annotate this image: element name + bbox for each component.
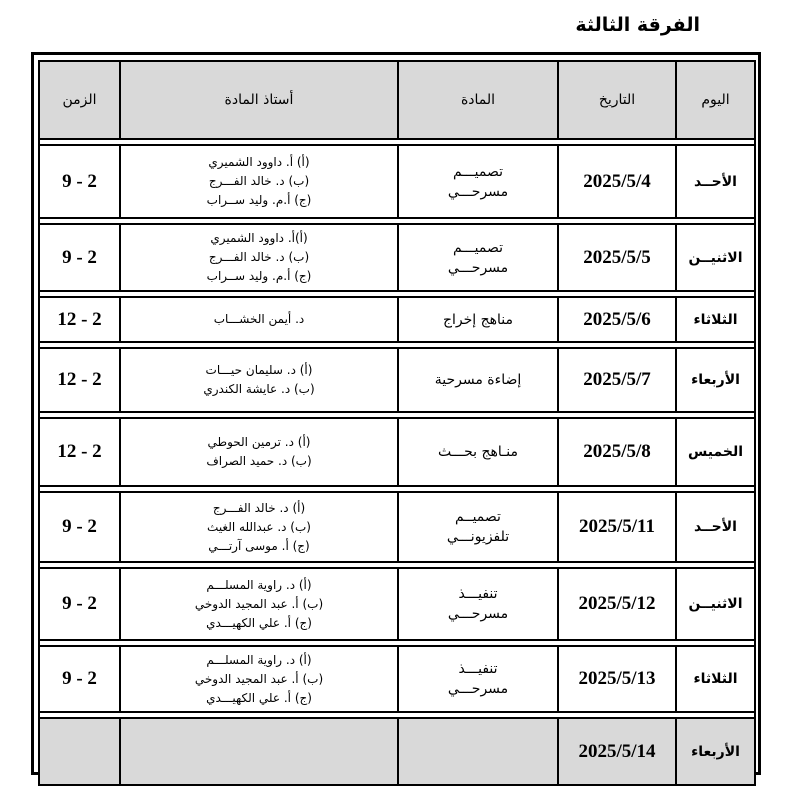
subject-line: منـاهج بحـــث — [438, 444, 518, 460]
subject-line: تلفزيونـــي — [446, 529, 510, 545]
instructor-cell — [120, 224, 398, 291]
time-cell: 12 - 2 — [39, 297, 120, 342]
subject-cell — [398, 418, 558, 486]
date-cell: 2025/5/11 — [558, 492, 676, 562]
instructor-line: (ج) أ. علي الكهيـــدي — [206, 690, 312, 705]
instructor-line: (ج) أ.م. وليد ســراب — [206, 269, 312, 283]
instructor-cell — [120, 145, 398, 218]
day-cell: الأحــد — [676, 492, 755, 562]
table-row — [39, 718, 755, 785]
instructor-line: (ب) د. خالد الفـــرج — [208, 174, 310, 188]
day-cell: الثلاثاء — [676, 646, 755, 712]
table-row — [39, 145, 755, 218]
time-cell: 12 - 2 — [39, 418, 120, 486]
day-cell: الأربعاء — [676, 718, 755, 785]
table-row — [39, 224, 755, 291]
instructor-line: (أ) أ. داوود الشميري — [208, 155, 310, 169]
date-cell: 2025/5/6 — [558, 297, 676, 342]
time-cell — [39, 718, 120, 785]
date-cell: 2025/5/14 — [558, 718, 676, 785]
date-cell: 2025/5/5 — [558, 224, 676, 291]
instructor-line: (ج) أ. موسى آرتـــي — [208, 538, 310, 553]
table-row — [39, 348, 755, 412]
page-title: الفرقة الثالثة — [575, 14, 700, 36]
subject-line: تصميــم — [455, 509, 501, 525]
table-header-row — [39, 61, 755, 139]
time-cell: 9 - 2 — [39, 145, 120, 218]
subject-line: تصميـــم — [453, 163, 503, 180]
instructor-line: (أ) د. راوية المسلـــم — [206, 577, 312, 592]
subject-line: مسرحـــي — [447, 681, 509, 697]
table-row — [39, 418, 755, 486]
header-time: الزمن — [39, 61, 120, 139]
subject-cell — [398, 224, 558, 291]
date-cell: 2025/5/8 — [558, 418, 676, 486]
header-instructor: أستاذ المادة — [120, 61, 398, 139]
time-cell: 9 - 2 — [39, 492, 120, 562]
date-cell: 2025/5/7 — [558, 348, 676, 412]
day-cell: الثلاثاء — [676, 297, 755, 342]
subject-line: مسرحـــي — [447, 606, 509, 622]
day-cell: الخميس — [676, 418, 755, 486]
table-row — [39, 568, 755, 640]
instructor-line: (أ) د. راوية المسلـــم — [206, 652, 312, 667]
instructor-line: (ب) أ. عبد المجيد الدوخي — [194, 596, 324, 611]
subject-cell — [398, 492, 558, 562]
day-cell: الأحــد — [676, 145, 755, 218]
instructor-cell — [120, 492, 398, 562]
instructor-line: (ب) أ. عبد المجيد الدوخي — [194, 671, 324, 686]
day-cell: الأربعاء — [676, 348, 755, 412]
instructor-line: (ب) د. خالد الفـــرج — [208, 250, 310, 264]
subject-line: مسرحـــي — [447, 183, 509, 200]
instructor-line: (ب) د. عايشة الكندري — [203, 382, 315, 396]
instructor-line: (أ)أ. داوود الشميري — [210, 231, 308, 245]
header-date: التاريخ — [558, 61, 676, 139]
table-row — [39, 492, 755, 562]
instructor-line: (أ) د. ترمين الحوطي — [207, 435, 311, 449]
instructor-line: (ج) أ.م. وليد ســراب — [206, 193, 312, 207]
exam-schedule-table — [38, 60, 756, 786]
time-cell: 9 - 2 — [39, 224, 120, 291]
date-cell: 2025/5/13 — [558, 646, 676, 712]
subject-line: تنفيـــذ — [458, 586, 498, 602]
instructor-line: (ب) د. عبدالله الغيث — [207, 519, 311, 534]
header-day: اليوم — [676, 61, 755, 139]
day-cell: الاثنيــن — [676, 224, 755, 291]
instructor-line: (ب) د. حميد الصراف — [206, 454, 312, 468]
subject-cell — [398, 718, 558, 785]
time-cell: 12 - 2 — [39, 348, 120, 412]
instructor-line: (ج) أ. علي الكهيـــدي — [206, 615, 312, 630]
instructor-line: (أ) د. خالد الفـــرج — [212, 500, 306, 515]
date-cell: 2025/5/4 — [558, 145, 676, 218]
subject-line: إضاءة مسرحية — [434, 372, 522, 388]
subject-line: تنفيـــذ — [458, 661, 498, 677]
table-row — [39, 297, 755, 342]
table-body — [39, 139, 755, 785]
schedule-frame — [31, 52, 761, 775]
subject-line: مناهج إخراج — [442, 311, 514, 328]
subject-cell — [398, 348, 558, 412]
instructor-cell — [120, 568, 398, 640]
subject-line: تصميـــم — [453, 239, 503, 256]
subject-cell — [398, 145, 558, 218]
time-cell: 9 - 2 — [39, 568, 120, 640]
subject-line: مسرحـــي — [447, 259, 509, 276]
subject-cell — [398, 646, 558, 712]
instructor-line: (أ) د. سليمان حيـــات — [205, 363, 313, 377]
table-row — [39, 646, 755, 712]
date-cell: 2025/5/12 — [558, 568, 676, 640]
day-cell: الاثنيــن — [676, 568, 755, 640]
instructor-cell — [120, 718, 398, 785]
instructor-line: د. أيمن الخشـــاب — [213, 312, 305, 326]
subject-cell — [398, 297, 558, 342]
instructor-cell — [120, 418, 398, 486]
time-cell: 9 - 2 — [39, 646, 120, 712]
instructor-cell — [120, 297, 398, 342]
subject-cell — [398, 568, 558, 640]
header-subject: المادة — [398, 61, 558, 139]
instructor-cell — [120, 646, 398, 712]
instructor-cell — [120, 348, 398, 412]
